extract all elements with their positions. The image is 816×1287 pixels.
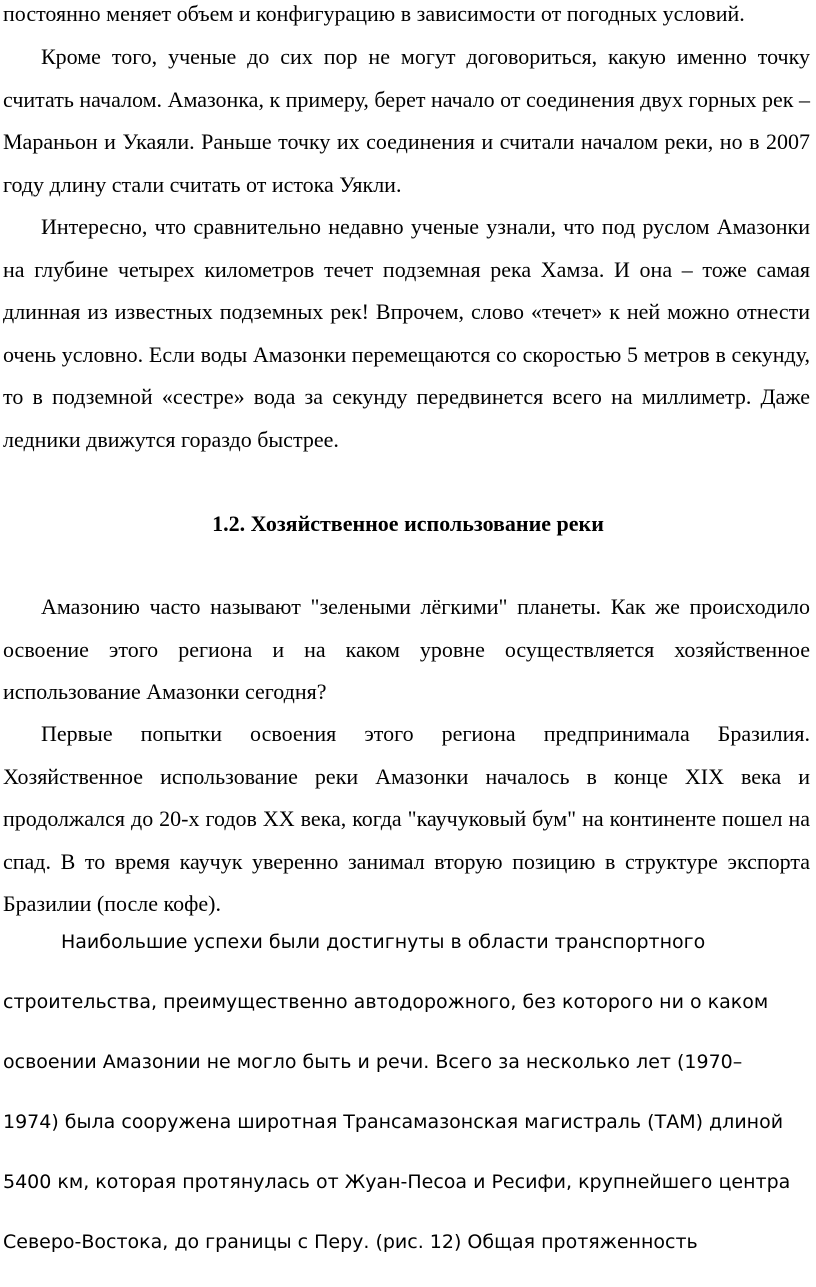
text-line: Северо-Востока, до границы с Перу. (рис. 12) Общая протяженность [3, 1231, 698, 1253]
text-line: освоении Амазонии не могло быть и речи. Всего за несколько лет (1970– [3, 1051, 743, 1073]
paragraph-river-start: Кроме того, ученые до сих пор не могут договориться, какую именно точку считать началом. Амазонка, к примеру, берет начало от соединения двух горных рек – Мараньон и Укаяли. Раньше точку их соединения и считали началом реки, но в 2007 году длину стали считать от истока Уякли. [3, 44, 810, 197]
text-line: Наибольшие успехи были достигнуты в области транспортного [61, 931, 706, 953]
text-line: 1974) была сооружена широтная Трансамазонская магистраль (ТАМ) длиной [3, 1111, 784, 1133]
text-line: строительства, преимущественно автодорожного, без которого ни о каком [3, 991, 769, 1013]
paragraph-green-lungs: Амазонию часто называют "зелеными лёгкими" планеты. Как же происходило освоение этого региона и на каком уровне осуществляется хозяйственное использование Амазонки сегодня? [3, 594, 810, 704]
paragraph-continuation: постоянно меняет объем и конфигурацию в зависимости от погодных условий. [3, 1, 745, 26]
section-heading: 1.2. Хозяйственное использование реки [212, 511, 604, 536]
paragraph-underground-river: Интересно, что сравнительно недавно ученые узнали, что под руслом Амазонки на глубине четырех километров течет подземная река Хамза. И она – тоже самая длинная из известных подземных рек! Впрочем, слово «течет» к ней можно отнести очень условно. Если воды Амазонки перемещаются со скоростью 5 метров в секунду, то в подземной «сестре» вода за секунду передвинется всего на миллиметр. Даже ледники движутся гораздо быстрее. [3, 214, 810, 452]
paragraph-first-attempts: Первые попытки освоения этого региона предпринимала Бразилия. Хозяйственное использование реки Амазонки началось в конце XIX века и продолжался до 20-х годов XX века, когда "каучуковый бум" на континенте пошел на спад. В то время каучук уверенно занимал вторую позицию в структуре экспорта Бразилии (после кофе). [3, 721, 810, 916]
paragraph-transport [3, 920, 811, 1280]
text-line: 5400 км, которая протянулась от Жуан-Песоа и Ресифи, крупнейшего центра [3, 1171, 791, 1193]
